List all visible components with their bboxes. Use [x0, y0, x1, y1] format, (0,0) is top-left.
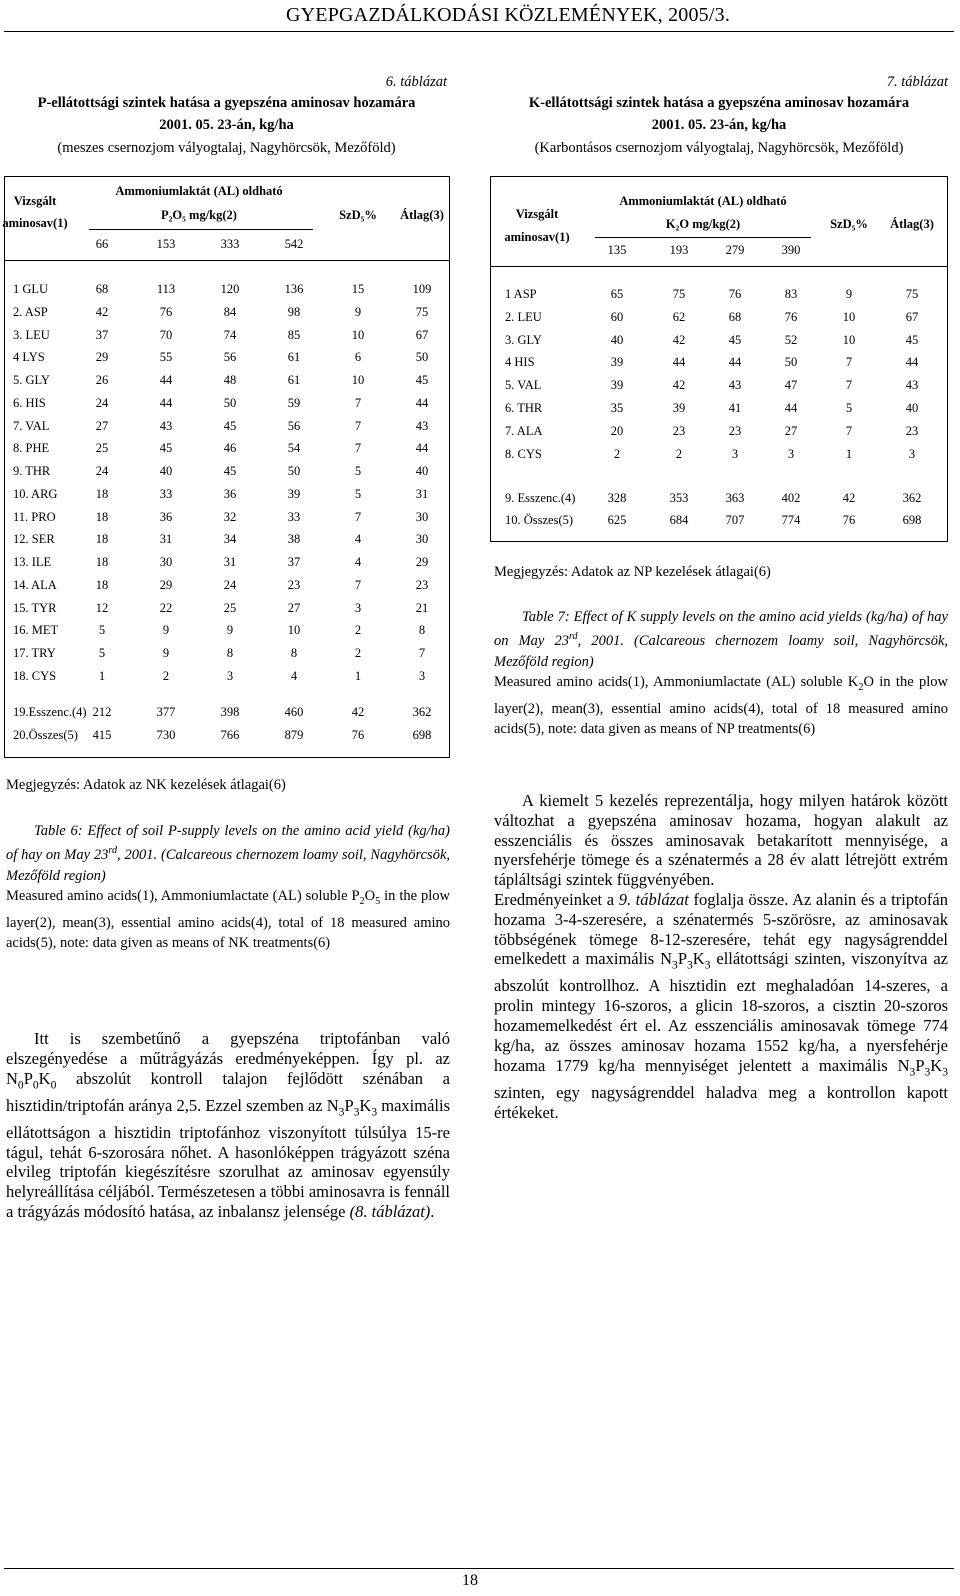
table7-cell-mean: 67: [905, 309, 919, 324]
table7-cell-mean: 698: [902, 513, 922, 527]
table6-cell-v4: 39: [287, 486, 301, 501]
table6-cell-v3: 8: [226, 646, 234, 660]
table7-level-2: 193: [669, 243, 689, 257]
table6-cell-v2: 31: [159, 532, 173, 547]
table6-cell-v2: 43: [159, 418, 173, 433]
table7-cell-v1: 60: [610, 309, 624, 324]
table6-cell-szd: 7: [354, 418, 362, 433]
table7-cell-v4: 3: [787, 446, 795, 461]
table6-row: [5, 441, 449, 464]
table6-cell-szd: 76: [351, 728, 365, 742]
table6-cell-mean: 75: [415, 304, 429, 319]
table6-cell-label: 19.Esszenc.(4): [13, 705, 87, 719]
right-body-text: [494, 791, 948, 1122]
table6-cell-szd: 3: [354, 600, 362, 615]
table7-mean-head: Átlag(3): [890, 217, 934, 231]
table7-cell-v3: 363: [725, 491, 745, 505]
footer-rule: [4, 1568, 954, 1569]
table7-cell-v1: 35: [610, 401, 624, 415]
table6-cell-v3: 25: [223, 600, 237, 615]
table7-cell-szd: 5: [845, 401, 853, 415]
table6-cell-v1: 29: [95, 350, 109, 365]
table6-cell-label: 10. ARG: [13, 486, 58, 501]
table6-cell-mean: 67: [415, 327, 429, 342]
table6-cell-v4: 23: [287, 577, 301, 592]
table6-cell-v1: 415: [92, 728, 112, 742]
table6-cell-v1: 18: [95, 486, 109, 501]
table6-cell-v2: 33: [159, 486, 173, 501]
table6-row: [5, 305, 449, 328]
table7-cell-mean: 362: [902, 491, 922, 505]
table6-row: [5, 487, 449, 510]
table6-cell-mean: 44: [415, 395, 429, 410]
table6-cell-v1: 18: [95, 532, 109, 547]
table6-cell-v2: 113: [156, 282, 176, 296]
table7-cell-mean: 23: [905, 423, 919, 438]
table6-cell-v1: 18: [95, 555, 109, 569]
table6-cell-v2: 9: [162, 646, 170, 660]
table6-cell-mean: 30: [415, 532, 429, 547]
table6-cell-v3: 48: [223, 373, 237, 387]
table6-cell-mean: 698: [412, 728, 432, 742]
table6-cell-szd: 2: [354, 646, 362, 660]
table6-cell-v2: 377: [156, 705, 176, 719]
table7-cell-label: 5. VAL: [505, 378, 542, 393]
table6-cell-v2: 40: [159, 464, 173, 478]
table7-cell-v1: 39: [610, 378, 624, 393]
table6-cell-mean: 362: [412, 705, 432, 719]
table6-cell-v2: 36: [159, 509, 173, 524]
table6-cell-v3: 398: [220, 705, 240, 719]
table7-title-line1: K-ellátottsági szintek hatása a gyepszéna aminosav hozamára: [528, 95, 910, 111]
table6-cell-szd: 7: [354, 509, 362, 524]
table6-cell-mean: 109: [412, 282, 432, 296]
table7-cell-v3: 68: [728, 309, 742, 324]
table7-cell-v3: 76: [728, 287, 742, 301]
table6-cell-label: 5. GLY: [13, 373, 50, 387]
table6-cell-v3: 9: [226, 623, 234, 638]
table7-cell-v2: 39: [672, 401, 686, 415]
right-paragraph-2: Eredményeinket a 9. táblázat foglalja össze. Az alanin és a triptofán hozama 3-4-szeresére, a szénatermés 5-szörösre, az aminosavak többségének tömege 8-12-szeresére, tehát egy nagyságrenddel emelkedett a maximális $N_3P_3K_3$ ellátottsági szinten, viszonyítva az abszolút kontrollhoz. A hisztidin ezt meghaladóan 14-szeres, a prolin mintegy 16-szoros, a glicin 18-szoros, a cisztin 20-szoros hozamemelkedést ért el. Az esszenciális aminosavak tömege 774 kg/ha, az összes aminosav hozama 1552 kg/ha, a nyersfehérje hozama 1779 kg/ha mennyiséget jelentett a maximális $N_3P_3K_3$ szinten, egy nagyságrenddel haladva meg a kontrollon kapott értékeket.: [494, 889, 949, 1122]
table6-cell-v3: 32: [223, 509, 237, 524]
table6-cell-szd: 1: [354, 668, 362, 683]
table7-cell-v1: 625: [607, 513, 627, 527]
table7-row: [491, 447, 947, 470]
table7-cell-v1: 20: [610, 423, 624, 438]
table7-cell-v1: 328: [607, 491, 627, 505]
table6-cell-v3: 74: [223, 327, 237, 342]
table6-cell-szd: 5: [354, 486, 362, 501]
table6-cell-v1: 1: [98, 668, 106, 683]
table7-cell-v4: 402: [781, 491, 801, 505]
table6-cell-label: 9. THR: [13, 464, 51, 478]
table6-mean-head: Átlag(3): [400, 208, 444, 222]
table6-cell-label: 11. PRO: [13, 509, 56, 524]
table6-cell-mean: 44: [415, 441, 429, 456]
table6-row: [5, 705, 449, 728]
table6-cell-v2: 22: [159, 600, 173, 615]
table6-cell-v4: 85: [287, 327, 301, 342]
table6-level-4: 542: [284, 237, 304, 251]
table6-cell-mean: 7: [418, 646, 426, 660]
table6-cell-v4: 54: [287, 441, 301, 456]
table6-cell-v1: 37: [95, 327, 109, 342]
table7-cell-szd: 1: [845, 446, 853, 461]
table6-szd-head: SzD₅%: [339, 208, 377, 222]
table6-level-2: 153: [156, 237, 176, 251]
table6-cell-mean: 8: [418, 623, 426, 638]
table6-cell-v4: 56: [287, 418, 301, 433]
table6-cell-v4: 61: [287, 350, 301, 365]
table6-cell-label: 16. MET: [13, 623, 59, 638]
table6-cell-mean: 31: [415, 486, 429, 501]
table7-cell-label: 6. THR: [505, 401, 543, 415]
table7-cell-mean: 40: [905, 401, 919, 415]
table6-cell-szd: 7: [354, 441, 362, 456]
table6-row: [5, 464, 449, 487]
table6-cell-v4: 27: [287, 600, 301, 615]
table6-row: [5, 419, 449, 442]
table7-cell-label: 2. LEU: [505, 309, 542, 324]
table7-cell-v4: 52: [784, 332, 798, 347]
table6-cell-v2: 70: [159, 327, 173, 342]
table7-cell-szd: 9: [845, 287, 853, 301]
table7-cell-v3: 45: [728, 332, 742, 347]
table6-row: [5, 623, 449, 646]
table7-szd-head: SzD₅%: [830, 217, 868, 231]
table7-cell-v4: 27: [784, 423, 798, 438]
table6-cell-v3: 31: [223, 555, 237, 569]
table7: [490, 176, 948, 542]
table7-cell-label: 9. Esszenc.(4): [505, 491, 576, 505]
table6-cell-label: 18. CYS: [13, 668, 57, 683]
table6-cell-v2: 9: [162, 623, 170, 638]
table7-cell-v2: 2: [675, 446, 683, 461]
table6-cell-mean: 21: [415, 600, 429, 615]
table7-cell-v4: 83: [784, 287, 798, 301]
table6-cell-label: 4 LYS: [13, 350, 45, 365]
table6-cell-v1: 5: [98, 646, 106, 660]
table6-cell-v3: 84: [223, 304, 237, 319]
table6-cell-mean: 45: [415, 373, 429, 387]
table6-level-3: 333: [220, 237, 240, 251]
table6-cell-mean: 43: [415, 418, 429, 433]
table6-title-line1: P-ellátottsági szintek hatása a gyepszéna aminosav hozamára: [37, 95, 416, 111]
table6-cell-szd: 2: [354, 623, 362, 638]
table6-cell-v2: 44: [159, 373, 173, 387]
table6-row: [5, 396, 449, 419]
table7-level-4: 390: [781, 243, 801, 257]
table6-col1-head-line1: Vizsgált: [13, 194, 57, 208]
table6-cell-label: 6. HIS: [13, 395, 46, 410]
table6-cell-v4: 4: [290, 668, 298, 683]
table7-cell-v3: 43: [728, 378, 742, 393]
table7-cell-mean: 43: [905, 378, 919, 393]
table6-cell-v2: 2: [162, 668, 170, 683]
table6-cell-mean: 3: [418, 668, 426, 683]
table7-cell-v1: 65: [610, 287, 624, 301]
table7-col1-head-line2: aminosav(1): [504, 230, 570, 244]
table7-cell-v3: 3: [731, 446, 739, 461]
table6-cell-v4: 33: [287, 509, 301, 524]
table6-row: [5, 282, 449, 305]
table6-cell-label: 12. SER: [13, 532, 55, 547]
table7-cell-v2: 23: [672, 423, 686, 438]
table6-row: [5, 328, 449, 351]
table7-cell-mean: 45: [905, 332, 919, 347]
page-number: 18: [462, 1572, 478, 1589]
table7-row: [491, 287, 947, 310]
table6-cell-v3: 50: [223, 395, 237, 410]
table7-col1-head-line1: Vizsgált: [515, 207, 559, 221]
table6-cell-v4: 8: [290, 646, 298, 660]
table7-row: [491, 378, 947, 401]
table7-title-line2: 2001. 05. 23-án, kg/ha: [651, 117, 787, 133]
table6-cell-v1: 12: [95, 600, 109, 615]
table6-cell-v4: 59: [287, 395, 301, 410]
table7-cell-v4: 76: [784, 309, 798, 324]
table7-level-1: 135: [607, 243, 627, 257]
table6-cell-szd: 6: [354, 350, 362, 365]
table6-cell-v1: 24: [95, 395, 109, 410]
table7-cell-szd: 42: [842, 491, 856, 505]
table7-cell-szd: 7: [845, 355, 853, 370]
table6-cell-v3: 45: [223, 464, 237, 478]
table6-cell-szd: 10: [351, 373, 365, 387]
table7-cell-mean: 75: [905, 287, 919, 301]
table6-cell-v3: 24: [223, 577, 237, 592]
table6-cell-label: 14. ALA: [13, 577, 57, 592]
table7-cell-mean: 44: [905, 355, 919, 370]
table7-cell-v3: 707: [725, 513, 745, 527]
table6-row: [5, 510, 449, 533]
table7-group-rule: [595, 237, 811, 238]
table6-row: [5, 373, 449, 396]
table6-group-head-line2: P₂O₅ mg/kg(2): [161, 208, 237, 222]
table6-col1-head-line2: aminosav(1): [2, 216, 68, 230]
table6-cell-label: 13. ILE: [13, 555, 52, 569]
table6-cell-v3: 34: [223, 532, 237, 547]
table6-cell-v1: 27: [95, 418, 109, 433]
table6-cell-szd: 10: [351, 327, 365, 342]
table7-cell-szd: 10: [842, 332, 856, 347]
table6-cell-v2: 730: [156, 728, 176, 742]
table6-cell-v3: 36: [223, 486, 237, 501]
table6-cell-label: 2. ASP: [13, 304, 48, 319]
table7-cell-label: 3. GLY: [505, 332, 542, 347]
table7-cell-v2: 75: [672, 287, 686, 301]
table6-cell-v2: 76: [159, 304, 173, 319]
table6-cell-v1: 42: [95, 304, 109, 319]
table6: [4, 176, 450, 758]
table6-subtitle: (meszes csernozjom vályogtalaj, Nagyhörcsök, Mezőföld): [57, 140, 396, 156]
table7-cell-label: 8. CYS: [505, 446, 542, 461]
table6-row: [5, 646, 449, 669]
table7-row: [491, 333, 947, 356]
table6-cell-v3: 56: [223, 350, 237, 365]
table6-cell-label: 15. TYR: [13, 600, 57, 615]
table6-cell-v2: 44: [159, 395, 173, 410]
table6-cell-label: 1 GLU: [13, 282, 49, 296]
table6-cell-mean: 30: [415, 509, 429, 524]
table6-cell-mean: 50: [415, 350, 429, 365]
table6-cell-mean: 40: [415, 464, 429, 478]
table6-note: Megjegyzés: Adatok az NK kezelések átlagai(6): [6, 777, 286, 793]
table6-title-line2: 2001. 05. 23-án, kg/ha: [159, 117, 294, 133]
table7-cell-v3: 44: [728, 355, 742, 370]
table7-cell-v2: 684: [669, 513, 689, 527]
table6-cell-szd: 42: [351, 705, 365, 719]
table6-cell-mean: 29: [415, 555, 429, 569]
table6-cell-v4: 50: [287, 464, 301, 478]
table6-caption-en: Table 6: Effect of soil P-supply levels on the amino acid yield (kg/ha) of hay on May 23rd, 2001. (Calcareous chernozem loamy soil, Nagyhörcsök, Mezőföld region) Measured amino acids(1), Ammoniumlactate (AL) soluble $P_2O_5$ in the plow layer(2), mean(3), essential amino acids(4), total of 18 measured amino acids(5), note: data given as means of NK treatments(6): [6, 823, 450, 952]
table7-header: [491, 177, 947, 267]
table6-cell-szd: 4: [354, 532, 362, 547]
table7-subtitle: (Karbontásos csernozjom vályogtalaj, Nagyhörcsök, Mezőföld): [534, 140, 904, 156]
table6-cell-v4: 10: [287, 623, 301, 638]
table7-cell-szd: 7: [845, 378, 853, 393]
table7-row: [491, 424, 947, 447]
table6-cell-v3: 766: [220, 728, 240, 742]
table6-row: [5, 532, 449, 555]
table6-number: 6. táblázat: [385, 74, 447, 90]
table7-cell-v1: 39: [610, 355, 624, 370]
table6-group-rule: [89, 229, 313, 230]
table6-cell-v3: 45: [223, 418, 237, 433]
table6-cell-szd: 4: [354, 555, 362, 569]
table6-cell-v4: 98: [287, 304, 301, 319]
table6-cell-v4: 38: [287, 532, 301, 547]
table7-cell-v3: 41: [728, 401, 742, 415]
running-head: GYEPGAZDÁLKODÁSI KÖZLEMÉNYEK, 2005/3.: [286, 4, 731, 26]
table7-cell-v1: 2: [613, 446, 621, 461]
table6-cell-v2: 29: [159, 577, 173, 592]
table7-row: [491, 310, 947, 333]
table6-cell-v1: 212: [92, 705, 112, 719]
table6-cell-v1: 5: [98, 623, 106, 638]
table7-cell-v2: 353: [669, 491, 689, 505]
left-body-paragraph: Itt is szembetűnő a gyepszéna triptofánban való elszegényedése a műtrágyázás eredményeképpen. Így pl. az $N_0P_0K_0$ abszolút kontroll talajon fejlődött szénában a hisztidin/triptofán aránya 2,5. Ezzel szemben az $N_3P_3K_3$ maximális ellátottságon a hisztidin triptofánhoz viszonyított túlsúlya 15-re tágul, tehát 6-szorosára nőhet. A hasonlóképpen trágyázott széna elvileg triptofán kiegészítésre szorulhat az aminosav egyensúly helyreállítása céljából. Természetesen a többi aminosavra is fennáll a trágyázás módosító hatása, az inbalansz jelensége (8. táblázat).: [6, 1029, 450, 1221]
table6-cell-label: 17. TRY: [13, 646, 56, 660]
table6-cell-v3: 120: [220, 282, 240, 296]
table7-caption-en: Table 7: Effect of K supply levels on the amino acid yields (kg/ha) of hay on May 23rd, 2001. (Calcareous chernozem loamy soil, Nagyhörcsök, Mezőföld region) Measured amino acids(1), Ammoniumlactate (AL) soluble $K_2O$ in the plow layer(2), mean(3), essential amino acids(4), total of 18 measured amino acids(5), note: data given as means of NP treatments(6): [494, 609, 949, 738]
table7-cell-v2: 42: [672, 378, 686, 393]
table7-cell-v2: 44: [672, 355, 686, 370]
table7-level-3: 279: [725, 243, 745, 257]
table7-cell-szd: 10: [842, 309, 856, 324]
table6-level-1: 66: [95, 237, 109, 251]
table6-cell-label: 7. VAL: [13, 418, 50, 433]
table6-row: [5, 555, 449, 578]
table6-header: [2, 177, 449, 261]
table6-cell-v2: 30: [159, 555, 173, 569]
table7-cell-v4: 774: [781, 513, 801, 527]
table6-cell-v4: 879: [284, 728, 304, 742]
table7-cell-v3: 23: [728, 423, 742, 438]
table7-cell-szd: 7: [845, 423, 853, 438]
table6-cell-szd: 15: [351, 282, 365, 296]
table7-cell-label: 1 ASP: [505, 287, 537, 301]
table6-cell-v1: 24: [95, 464, 109, 478]
table6-cell-label: 3. LEU: [13, 327, 50, 342]
table6-cell-v1: 18: [95, 577, 109, 592]
table6-row: [5, 350, 449, 373]
table6-cell-szd: 7: [354, 577, 362, 592]
table6-cell-v2: 45: [159, 441, 173, 456]
table6-cell-v4: 61: [287, 373, 301, 387]
table7-cell-szd: 76: [842, 513, 856, 527]
table6-cell-v1: 18: [95, 509, 109, 524]
table7-row: [491, 491, 947, 514]
table7-cell-mean: 3: [908, 446, 916, 461]
header-rule: [4, 31, 954, 32]
table7-row: [491, 355, 947, 378]
table6-cell-v1: 25: [95, 441, 109, 456]
table6-cell-v1: 68: [95, 282, 109, 296]
table7-group-head-line1: Ammoniumlaktát (AL) oldható: [619, 194, 787, 208]
table7-note: Megjegyzés: Adatok az NP kezelések átlagai(6): [494, 564, 771, 580]
table7-row: [491, 401, 947, 424]
table6-cell-szd: 5: [354, 464, 362, 478]
table7-row: [491, 513, 947, 536]
table6-cell-v2: 55: [159, 350, 173, 365]
table6-cell-v3: 3: [226, 668, 234, 683]
table7-number: 7. táblázat: [886, 74, 948, 90]
table7-cell-v4: 47: [784, 378, 798, 393]
table6-cell-v3: 46: [223, 441, 237, 456]
table6-cell-szd: 9: [354, 304, 362, 319]
table7-cell-label: 10. Összes(5): [505, 513, 574, 527]
right-paragraph-1: A kiemelt 5 kezelés reprezentálja, hogy milyen határok között változhat a gyepszéna aminosav hozama, hogyan alakult az esszenciális és összes aminosavak betakarított mennyisége, a nyersfehérje tömege és a szénatermés a 28 év alatt létrejött extrém tápláltsági szintek függvényében.: [494, 791, 948, 890]
table7-group-head-line2: K₂O mg/kg(2): [665, 217, 741, 231]
table7-cell-v2: 62: [672, 309, 686, 324]
table6-cell-szd: 7: [354, 395, 362, 410]
table7-cell-label: 4 HIS: [505, 355, 535, 370]
table7-cell-v2: 42: [672, 332, 686, 347]
table6-cell-label: 20.Összes(5): [13, 728, 78, 742]
table6-cell-v4: 460: [284, 705, 304, 719]
table6-row: [5, 601, 449, 624]
table7-cell-v4: 50: [784, 355, 798, 370]
table6-cell-label: 8. PHE: [13, 441, 50, 456]
table6-group-head-line1: Ammoniumlaktát (AL) oldható: [115, 184, 283, 198]
table7-cell-v4: 44: [784, 401, 798, 415]
table6-cell-v1: 26: [95, 373, 109, 387]
table6-cell-v4: 136: [284, 282, 304, 296]
table6-cell-v4: 37: [287, 555, 301, 569]
table6-row: [5, 578, 449, 601]
table6-cell-mean: 23: [415, 577, 429, 592]
table6-row: [5, 669, 449, 692]
table7-cell-label: 7. ALA: [505, 423, 543, 438]
table6-row: [5, 728, 449, 751]
table7-cell-v1: 40: [610, 332, 624, 347]
